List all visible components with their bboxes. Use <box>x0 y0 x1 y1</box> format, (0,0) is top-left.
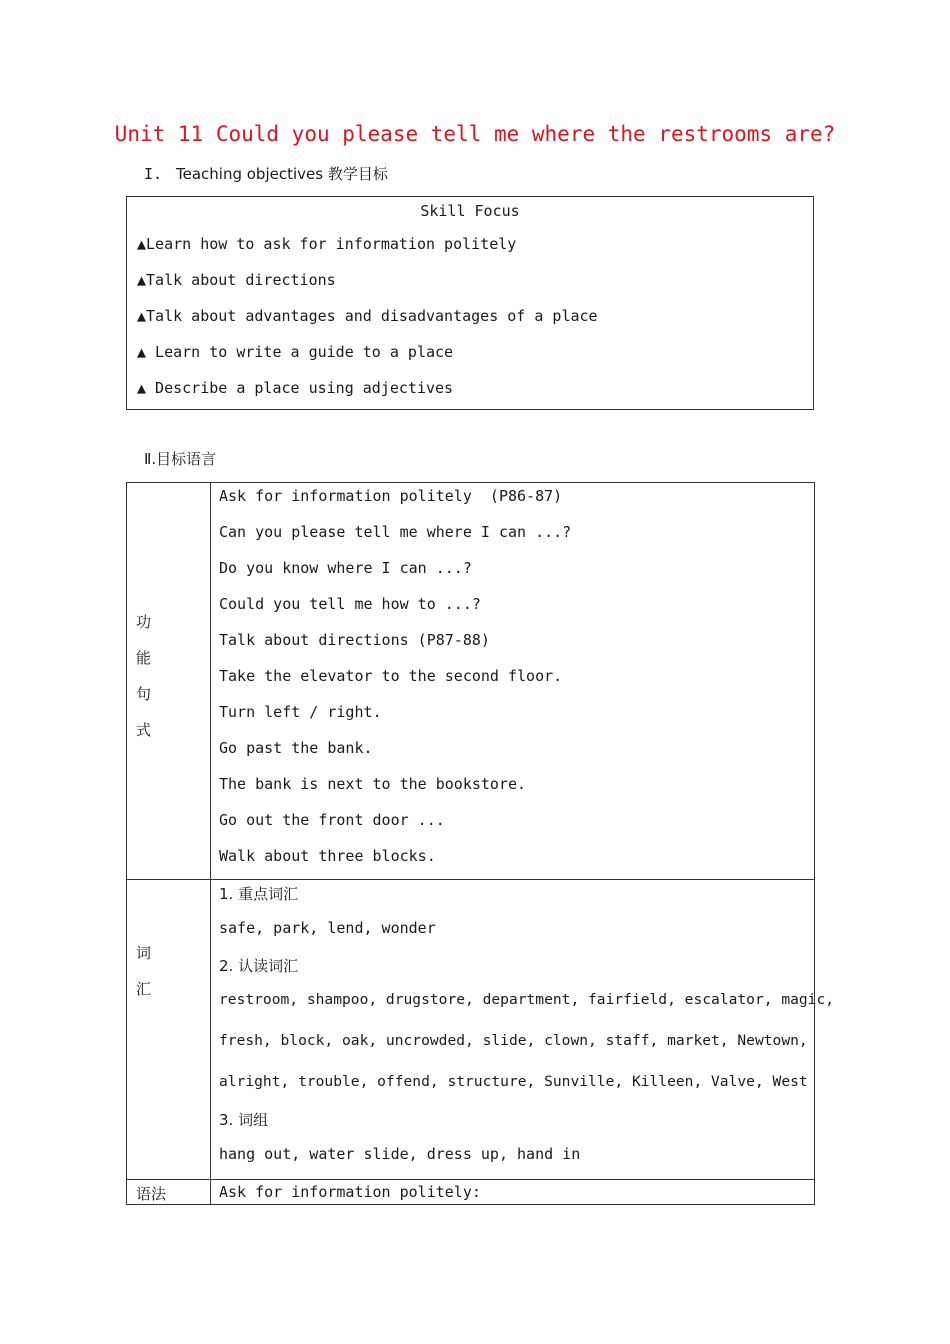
functions-label-char: 能 <box>136 649 152 667</box>
vocabulary-line: hang out, water slide, dress up, hand in <box>219 1145 581 1163</box>
vocabulary-line: alright, trouble, offend, structure, Sunville, Killeen, Valve, West <box>219 1073 808 1090</box>
skill-item: ▲Learn how to ask for information politely <box>137 235 517 253</box>
target-language-table <box>126 482 835 1205</box>
functions-label-char: 功 <box>136 613 152 631</box>
function-line: The bank is next to the bookstore. <box>219 775 527 793</box>
function-line: Take the elevator to the second floor. <box>219 667 563 685</box>
section-number: I. <box>144 165 163 183</box>
table-row-grammar <box>127 1180 815 1205</box>
grammar-label: 语法 <box>136 1185 167 1203</box>
vocabulary-line: restroom, shampoo, drugstore, department, fairfield, escalator, magic, <box>219 991 835 1008</box>
function-line: Can you please tell me where I can ...? <box>219 523 572 541</box>
function-line: Ask for information politely (P86-87) <box>219 487 563 505</box>
skill-focus-heading: Skill Focus <box>420 202 520 220</box>
functions-label-char: 式 <box>136 721 152 739</box>
function-line: Do you know where I can ...? <box>219 559 472 577</box>
grammar-label-cell <box>127 1180 211 1205</box>
page-title: Unit 11 Could you please tell me where the restrooms are? <box>114 122 836 146</box>
grammar-content-cell <box>211 1180 815 1205</box>
vocabulary-content-cell <box>211 880 835 1180</box>
section-heading-target-language: Ⅱ.目标语言 <box>144 450 217 468</box>
functions-content-cell <box>211 483 815 880</box>
table-row-functions <box>127 483 815 880</box>
skill-item: ▲ Learn to write a guide to a place <box>137 343 454 361</box>
section-text: Teaching objectives 教学目标 <box>176 165 388 183</box>
function-line: Walk about three blocks. <box>219 847 436 865</box>
function-line: Go past the bank. <box>219 739 373 757</box>
vocabulary-line: safe, park, lend, wonder <box>219 919 436 937</box>
vocabulary-line: 2. 认读词汇 <box>219 957 299 975</box>
function-line: Go out the front door ... <box>219 811 445 829</box>
vocabulary-label-cell <box>127 880 211 1180</box>
vocabulary-line: 1. 重点词汇 <box>219 885 299 903</box>
section-heading-objectives <box>144 163 388 184</box>
functions-label-cell <box>127 483 211 880</box>
function-line: Talk about directions (P87-88) <box>219 631 490 649</box>
vocabulary-label-char: 汇 <box>136 980 152 998</box>
skill-focus-box <box>126 196 814 410</box>
skill-item: ▲Talk about advantages and disadvantages of a place <box>137 307 598 325</box>
vocabulary-line: 3. 词组 <box>219 1111 269 1129</box>
skill-item: ▲ Describe a place using adjectives <box>137 379 454 397</box>
function-line: Turn left / right. <box>219 703 382 721</box>
skill-item: ▲Talk about directions <box>137 271 336 289</box>
vocabulary-label-char: 词 <box>136 944 152 962</box>
vocabulary-line: fresh, block, oak, uncrowded, slide, clown, staff, market, Newtown, <box>219 1032 808 1049</box>
grammar-line: Ask for information politely: <box>219 1183 481 1201</box>
function-line: Could you tell me how to ...? <box>219 595 481 613</box>
functions-label-char: 句 <box>136 685 152 703</box>
table-row-vocabulary <box>127 880 815 1180</box>
